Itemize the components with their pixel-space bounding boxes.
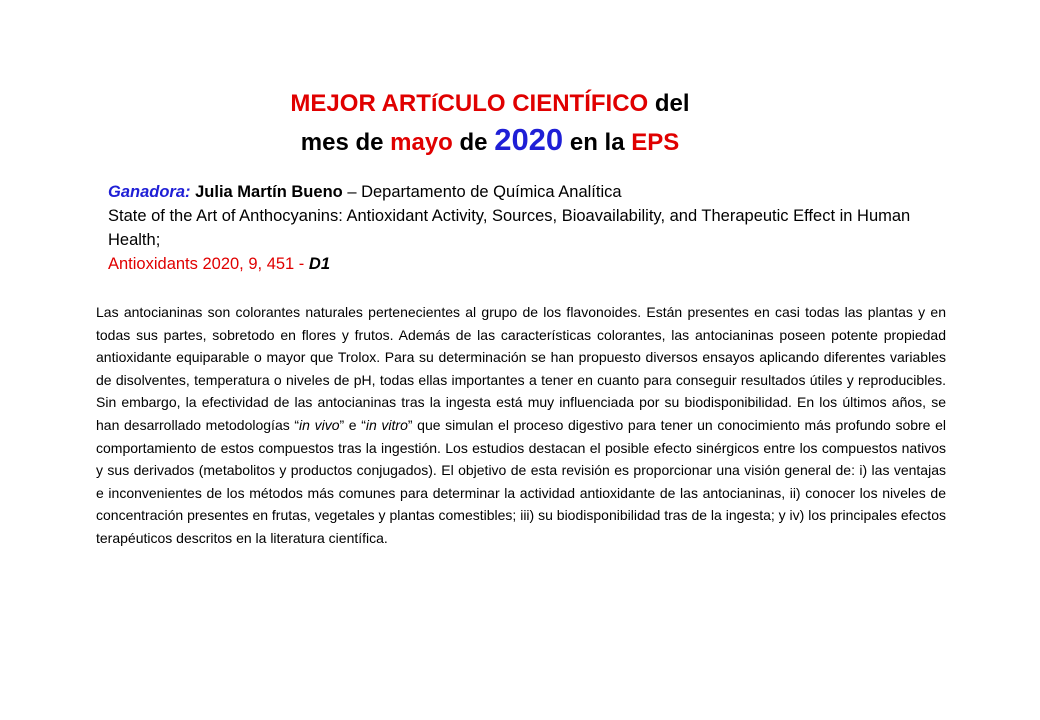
winner-name: Julia Martín Bueno: [195, 183, 343, 201]
abstract-text: [96, 301, 946, 550]
title-year: 2020: [494, 122, 564, 157]
page-title: [0, 86, 980, 161]
journal-line: [108, 252, 938, 276]
title-de: de: [459, 129, 488, 156]
winner-info: [108, 180, 938, 276]
winner-department: – Departamento de Química Analítica: [347, 183, 622, 201]
journal-citation: Antioxidants 2020, 9, 451 -: [108, 255, 305, 273]
abstract-part-3: ” que simulan el proceso digestivo para tener un conocimiento más profundo sobre el comportamiento de estos compuestos tras la ingestión. Los estudios destacan el posible efecto sinérgicos entre los compuestos nativos y sus derivados (metabolitos y productos conjugados). El objetivo de esta revisión es proporcionar una visión general de: i) las ventajas e inconvenientes de los métodos más comunes para determinar la actividad antioxidante de las antocianinas, ii) conocer los niveles de concentración presentes en frutas, vegetales y plantas comestibles; iii) su biodisponibilidad tras de la ingesta; y iv) los principales efectos terapéuticos descritos en la literatura científica.: [96, 416, 947, 546]
title-eps: EPS: [631, 129, 680, 156]
title-en-la: en la: [569, 129, 625, 156]
abstract-in-vivo: in vivo: [299, 416, 340, 433]
title-del: del: [654, 90, 690, 117]
winner-label: Ganadora:: [108, 183, 191, 201]
title-mes-de: mes de: [300, 129, 384, 156]
abstract-part-2: ” e “: [339, 416, 366, 433]
article-title: State of the Art of Anthocyanins: Antioxidant Activity, Sources, Bioavailability, and Therapeutic Effect in Human Health;: [108, 207, 911, 249]
abstract-in-vitro: in vitro: [365, 416, 408, 433]
title-line-1: [0, 86, 980, 122]
title-award: MEJOR ARTíCULO CIENTÍFICO: [290, 90, 649, 117]
journal-rank: D1: [308, 255, 330, 273]
title-month: mayo: [390, 129, 453, 156]
abstract-part-1: Las antocianinas son colorantes naturales pertenecientes al grupo de los flavonoides. Están presentes en casi todas las plantas y en todas sus partes, sobretodo en flores y frutos. Además de las características colorantes, las antocianinas poseen potente propiedad antioxidante equiparable o mayor que Trolox. Para su determinación se han propuesto diversos ensayos aplicando diferentes variables de disolventes, temperatura o niveles de pH, todas ellas importantes a tener en cuanto para conseguir resultados útiles y reproducibles. Sin embargo, la efectividad de las antocianinas tras la ingesta está muy influenciada por su biodisponibilidad. En los últimos años, se han desarrollado metodologías “: [96, 304, 946, 433]
title-line-2: [0, 122, 980, 161]
winner-line: [108, 180, 938, 204]
